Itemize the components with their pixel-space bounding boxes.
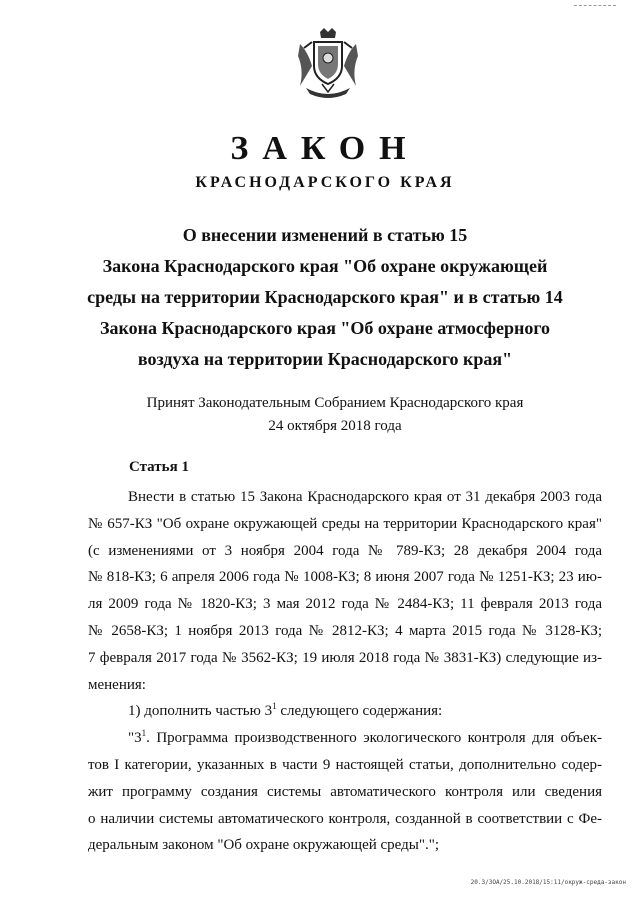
item-1-prefix: 1) дополнить частью 3	[128, 703, 273, 720]
quote-first-rest: . Программа производственного экологического контроля для объек-	[146, 730, 602, 747]
body-line: ля 2009 года № 1820-КЗ; 3 мая 2012 года № 2484-КЗ; 11 февраля 2013 года	[88, 596, 602, 613]
body-line: № 2658-КЗ; 1 ноября 2013 года № 2812-КЗ; 4 марта 2015 года № 3128-КЗ;	[88, 622, 602, 639]
quote-line	[88, 725, 602, 752]
quote-line: деральным законом "Об охране окружающей среды".";	[88, 837, 439, 854]
adoption-info	[0, 392, 640, 438]
heading-line: среды на территории Краснодарского края" и в статью 14	[87, 287, 563, 307]
document-subtitle: КРАСНОДАРСКОГО КРАЯ	[195, 174, 455, 191]
law-heading	[0, 220, 640, 375]
article-body	[88, 484, 602, 859]
body-line: менения:	[88, 676, 146, 693]
quote-line: тов I категории, указанных в части 9 настоящей статьи, дополнительно содер-	[88, 756, 602, 773]
quote-prefix: "3	[128, 730, 142, 747]
heading-line: О внесении изменений в статью 15	[182, 225, 468, 245]
body-line: (с изменениями от 3 ноября 2004 года № 789-КЗ; 28 декабря 2004 года	[88, 542, 602, 559]
adopted-date: 24 октября 2018 года	[268, 418, 402, 434]
item-1-suffix: следующего содержания:	[276, 703, 443, 720]
body-line: № 657-КЗ "Об охране окружающей среды на территории Краснодарского края"	[88, 515, 602, 532]
body-line: № 818-КЗ; 6 апреля 2006 года № 1008-КЗ; 8 июня 2007 года № 1251-КЗ; 23 ию-	[88, 569, 602, 586]
heading-line: Закона Краснодарского края "Об охране окружающей	[102, 256, 548, 276]
article-title: Статья 1	[129, 459, 189, 475]
heading-line: Закона Краснодарского края "Об охране атмосферного	[99, 318, 551, 338]
adopted-by: Принят Законодательным Собранием Краснодарского края	[146, 395, 524, 411]
heading-line: воздуха на территории Краснодарского края"	[137, 349, 513, 369]
document-title: ЗАКОН	[230, 130, 420, 167]
krasnodar-coat-of-arms-icon	[294, 26, 362, 100]
quote-line: жит программу создания системы автоматического контроля или сведения	[88, 783, 602, 800]
body-line: Внести в статью 15 Закона Краснодарского края от 31 декабря 2003 года	[128, 489, 602, 505]
item-1-sup: 1	[272, 701, 277, 712]
quote-line: о наличии системы автоматического контроля, созданной в соответствии с Фе-	[88, 810, 602, 827]
scan-mark	[574, 5, 616, 6]
footer-code: 20.3/3ОА/25.10.2018/15:11/окруж-среда-закон	[470, 879, 626, 886]
body-line: 7 февраля 2017 года № 3562-КЗ; 19 июля 2018 года № 3831-КЗ) следующие из-	[88, 649, 602, 666]
item-1	[88, 698, 602, 725]
quote-sup: 1	[141, 728, 147, 739]
